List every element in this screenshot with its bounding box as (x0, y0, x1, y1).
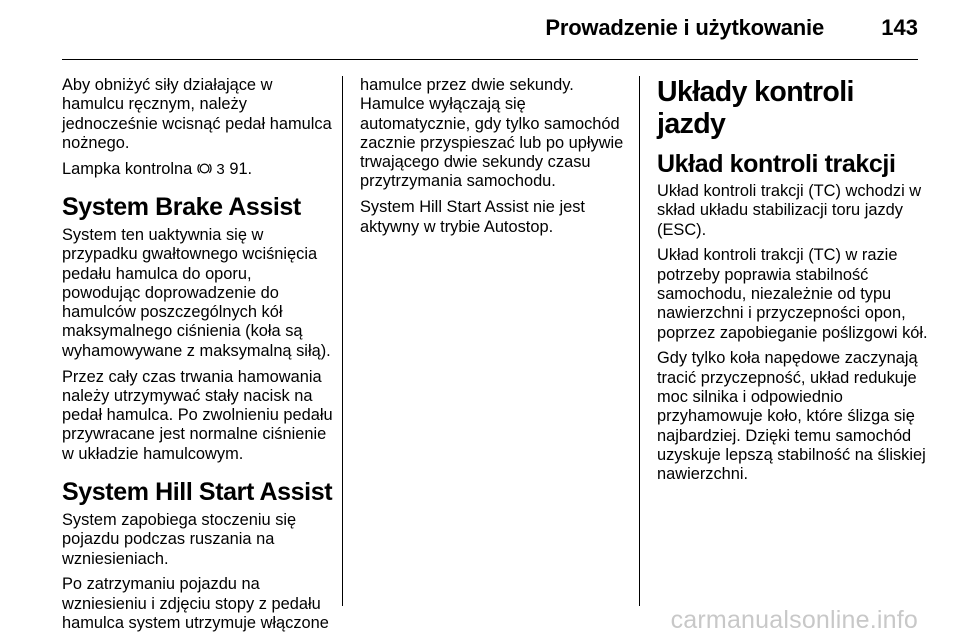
column-2 (360, 76, 632, 243)
paragraph-traction-control-2: Układ kontroli trakcji (TC) w razie potrzeby poprawia stabilność samochodu, niezależnie od typu nawierzchni i przyczepności opon, poprzez zapobieganie poślizgowi kół. (657, 246, 928, 342)
paragraph-traction-control-1: Układ kontroli trakcji (TC) wchodzi w skład układu stabilizacji toru jazdy (ESC). (657, 182, 922, 239)
header-title: Prowadzenie i użytkowanie (545, 15, 824, 40)
paragraph-brake-assist-2: Przez cały czas trwania hamowania należy utrzymywać stały nacisk na pedał hamulca. Po zwolnieniu pedału przywracane jest normalne ciśnienie w układzie hamulcowym. (62, 367, 333, 463)
column-3 (657, 76, 929, 491)
paragraph-hill-start-2: Po zatrzymaniu pojazdu na wzniesieniu i zdjęciu stopy z pedału hamulca system utrzymuje włączone (62, 575, 329, 633)
paragraph-parking-brake: Aby obniżyć siły działające w hamulcu ręcznym, należy jednocześnie wcisnąć pedał hamulca nożnego. (62, 76, 332, 152)
heading-driving-control-systems: Układy kontroli jazdy (657, 76, 854, 140)
heading-traction-control: Układ kontroli trakcji (657, 150, 896, 178)
page-reference-arrow-icon: 3 (216, 160, 225, 178)
page-number: 143 (881, 15, 918, 40)
heading-brake-assist: System Brake Assist (62, 192, 301, 221)
watermark: carmanualsonline.info (670, 606, 918, 634)
column-1 (62, 76, 334, 640)
warning-lamp-label: Lampka kontrolna (62, 159, 193, 178)
paragraph-warning-lamp (62, 160, 334, 179)
brake-warning-lamp-icon (197, 161, 212, 176)
header-divider (62, 59, 918, 60)
page-reference-number: 91. (229, 159, 253, 178)
paragraph-hill-start-1: System zapobiega stoczeniu się pojazdu podczas ruszania na wzniesieniach. (62, 511, 297, 568)
heading-hill-start-assist: System Hill Start Assist (62, 478, 333, 507)
column-divider-1 (342, 76, 343, 606)
paragraph-hill-start-3: hamulce przez dwie sekundy. Hamulce wyłączają się automatycznie, gdy tylko samochód zacznie przyspieszać lub po upływie trwającego dwie sekundy czasu przytrzymania samochodu. (360, 76, 624, 191)
paragraph-traction-control-3: Gdy tylko koła napędowe zaczynają tracić przyczepność, układ redukuje moc silnika i odpowiednio przyhamowuje koło, które ślizga się najbardziej. Dzięki temu samochód uzyskuje lepszą stabilność na śliskiej nawierzchni. (657, 349, 926, 484)
page-header (0, 0, 960, 62)
paragraph-hill-start-autostop: System Hill Start Assist nie jest aktywny w trybie Autostop. (360, 198, 585, 236)
paragraph-brake-assist-1: System ten uaktywnia się w przypadku gwałtownego wciśnięcia pedału hamulca do oporu, powodując doprowadzenie do hamulców poszczególnych kół maksymalnego ciśnienia (koła są wyhamowywane z maksymalną siłą). (62, 225, 331, 360)
column-divider-2 (639, 76, 640, 606)
